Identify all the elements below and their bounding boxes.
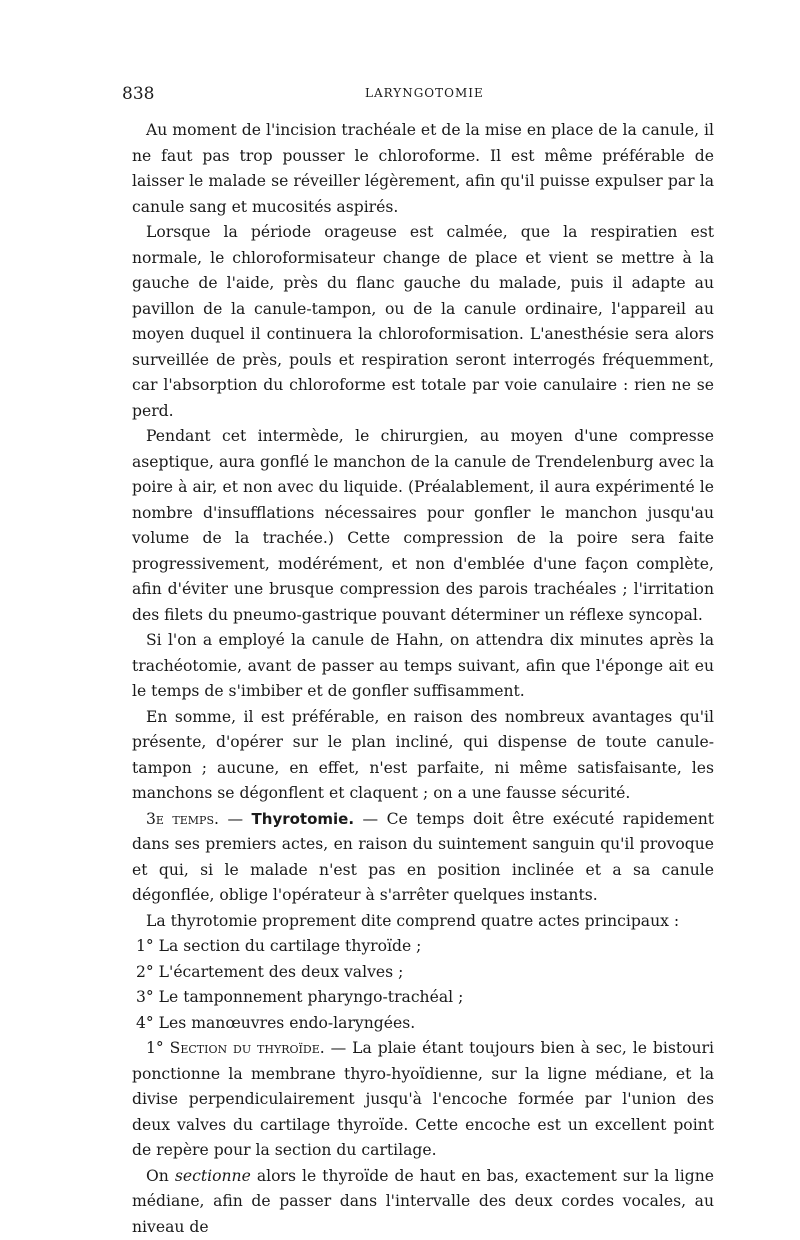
paragraph-5: En somme, il est préférable, en raison des nombreux avantages qu'il présente, d'opérer sur le plan incliné, qui dispense de toute canule-tampon ; aucune, en effet, n'est parfaite, ni même satisfaisante, les manchons se dégonflent et claquent ; on a une fausse sécurité. (132, 705, 714, 807)
paragraph-1: Au moment de l'incision trachéale et de la mise en place de la canule, il ne faut pas trop pousser le chloroforme. Il est même préférable de laisser le malade se réveiller légèrement, afin qu'il puisse expulser par la canule sang et mucosités aspirés. (132, 118, 714, 220)
list-item-2: 2° L'écartement des deux valves ; (132, 960, 714, 986)
paragraph-9 (132, 1164, 714, 1240)
paragraph-9-text: alors le thyroïde de haut en bas, exactement sur la ligne médiane, afin de passer dans l'intervalle des deux cordes vocales, au niveau de (132, 1167, 714, 1236)
paragraph-4: Si l'on a employé la canule de Hahn, on attendra dix minutes après la trachéotomie, avant de passer au temps suivant, afin que l'éponge ait eu le temps de s'imbiber et de gonfler suffisamment. (132, 628, 714, 705)
list-item-3: 3° Le tamponnement pharyngo-trachéal ; (132, 985, 714, 1011)
step-dash: — (219, 810, 252, 828)
list-item-1: 1° La section du cartilage thyroïde ; (132, 934, 714, 960)
running-header (132, 84, 714, 110)
running-title: LARYNGOTOMIE (365, 86, 484, 100)
step-label: 3e temps. (146, 810, 219, 828)
italic-word: sectionne (175, 1167, 251, 1185)
paragraph-6 (132, 807, 714, 909)
paragraph-2: Lorsque la période orageuse est calmée, que la respiratien est normale, le chloroformisateur change de place et vient se mettre à la gauche de l'aide, près du flanc gauche du malade, puis il adapte au pavillon de la canule-tampon, ou de la canule ordinaire, l'appareil au moyen duquel il continuera la chloroformisation. L'anesthésie sera alors surveillée de près, pouls et respiration seront interrogés fréquemment, car l'absorption du chloroforme est totale par voie canulaire : rien ne se perd. (132, 220, 714, 424)
section-heading-thyrotomie: Thyrotomie. (252, 810, 355, 828)
list-item-4: 4° Les manœuvres endo-laryngées. (132, 1011, 714, 1037)
paragraph-8 (132, 1036, 714, 1164)
paragraph-7: La thyrotomie proprement dite comprend quatre actes principaux : (132, 909, 714, 935)
page-number: 838 (122, 84, 154, 104)
paragraph-3: Pendant cet intermède, le chirurgien, au moyen d'une compresse aseptique, aura gonflé le manchon de la canule de Trendelenburg avec la poire à air, et non avec du liquide. (Préalablement, il aura expérimenté le nombre d'insufflations nécessaires pour gonfler le manchon jusqu'au volume de la trachée.) Cette compression de la poire sera faite progressivement, modérément, et non d'emblée d'une façon complète, afin d'éviter une brusque compression des parois trachéales ; l'irritation des filets du pneumo-gastrique pouvant déterminer un réflexe syncopal. (132, 424, 714, 628)
paragraph-9-lead: On (146, 1167, 175, 1185)
subsection-label: 1° Section du thyroïde. (146, 1039, 325, 1057)
paragraph-6-text: — Ce temps doit être exécuté rapidement dans ses premiers actes, en raison du suintement sanguin qu'il provoque et qui, si le malade n'est pas en position inclinée et a sa canule dégonflée, oblige l'opérateur à s'arrêter quelques instants. (132, 810, 714, 905)
body-text (132, 118, 714, 1240)
paragraph-8-text: — La plaie étant toujours bien à sec, le bistouri ponctionne la membrane thyro-hyoïdienne, sur la ligne médiane, et la divise perpendiculairement jusqu'à l'encoche formée par l'union des deux valves du cartilage thyroïde. Cette encoche est un excellent point de repère pour la section du cartilage. (132, 1039, 714, 1159)
